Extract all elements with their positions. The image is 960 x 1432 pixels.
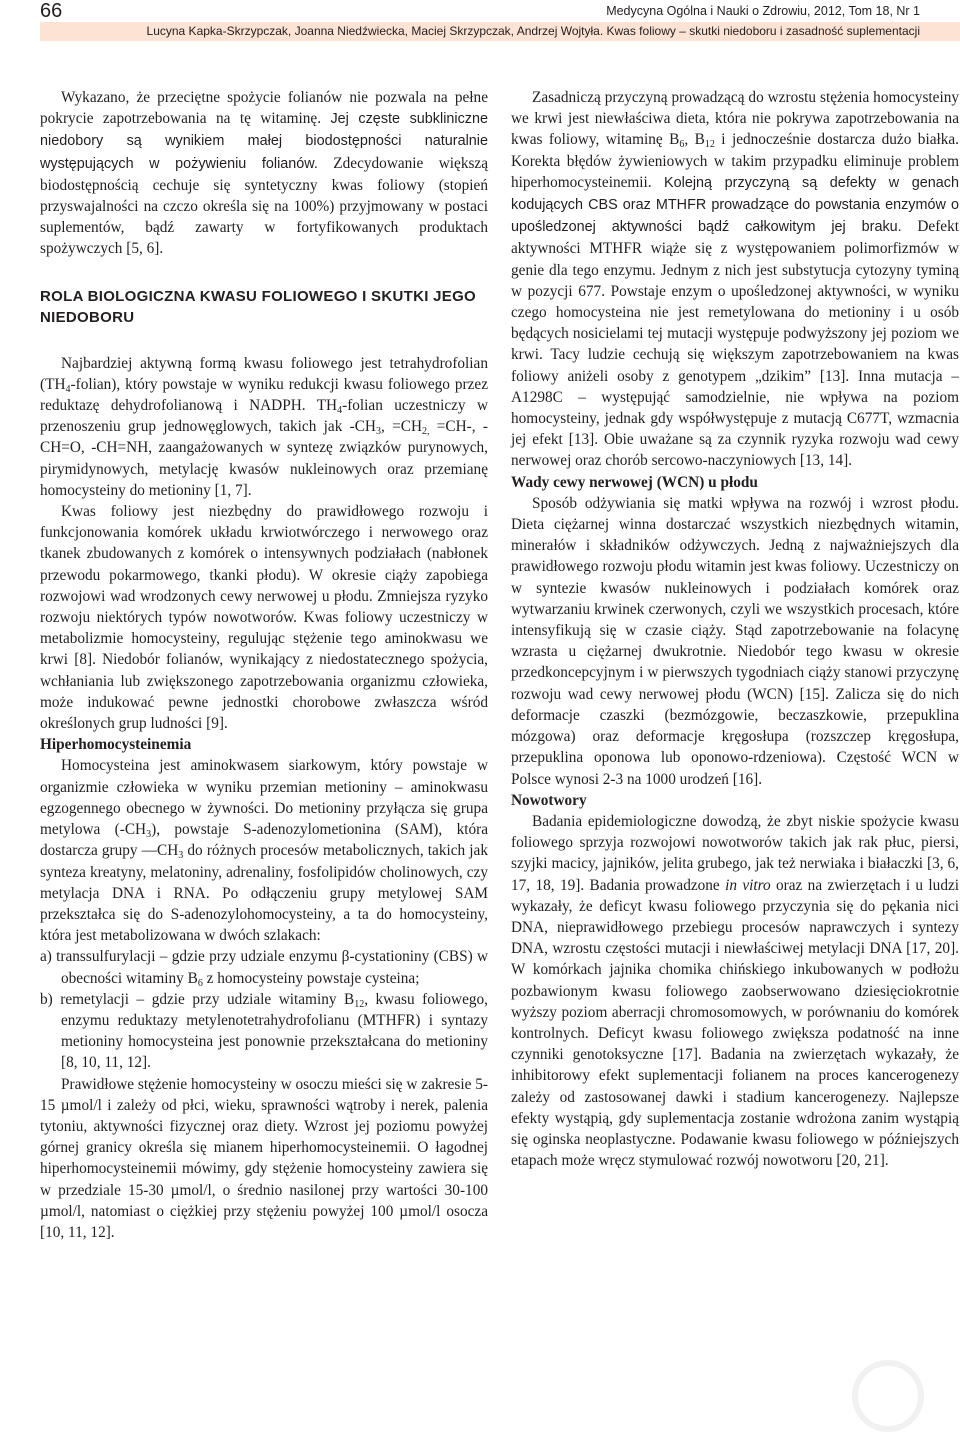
text: Homocysteina jest aminokwasem siarkowym, który powstaje w organizmie człowieka w wyniku przemian metioniny – aminokwasu egzogennego obecnego w żywności. Do metioniny przyłącza się grupa metylowa (-CH: [40, 757, 488, 839]
running-title: Lucyna Kapka-Skrzypczak, Joanna Niedźwiecka, Maciej Skrzypczak, Andrzej Wojtyła. Kwas foliowy – skutki niedoboru i zasadność suplementacji: [146, 24, 920, 38]
subscript: 6: [679, 139, 685, 151]
subscript: 12: [704, 139, 715, 151]
text: a) transsulfurylacji – gdzie przy udziale enzymu β-cystationiny (CBS) w obecności witaminy B: [40, 948, 488, 987]
paragraph-text: Jej częste subkliniczne niedobory są wynikiem małej biodostępności naturalnie występujących w pożywieniu folianów.: [40, 111, 488, 172]
paragraph: [40, 87, 488, 260]
list-item: [40, 989, 488, 1074]
subscript: 4: [65, 383, 71, 395]
text: oraz na zwierzętach i u ludzi wykazały, że deficyt kwasu foliowego przyczynia się do pękania nici DNA, nieprawidłowego przebiegu procesów naprawczych i syntezy DNA, wzrostu częstości mutacji i niewłaściwej metylacji DNA [17, 20]. W komórkach jajnika chomika chińskiego inkubowanych w podłożu pozbawionym kwasu foliowego zaobserwowano dziesięciokrotnie wyższy poziom aberracji chromosomowych, w porównaniu do komórek kontrolnych. Deficyt kwasu foliowego zwiększa podatność na inne czynniki genotoksyczne [17]. Badania na zwierzętach wykazały, że inhibitorowy efekt suplementacji folianem na proces kancerogenezy zależy od zastosowanej dawki i stadium kancerogenezy. Najlepsze efekty wystąpią, gdy suplementacja zostanie wdrożona zanim wystąpią się oginska neoplastyczne. Podawanie kwasu foliowego w późniejszych etapach może wręcz stymulować rozwój nowotworu [20, 21].: [511, 876, 960, 1170]
paragraph: Kwas foliowy jest niezbędny do prawidłowego rozwoju i funkcjonowania komórek układu krwiotwórczego i nerwowego oraz tkanek zbudowanych z komórek o intensywnych podziałach (nabłonek przewodu pokarmowego, tkanki płodu). W okresie ciąży zapobiega rozwojowi wad wrodzonych cewy nerwowej u płodu. Zmniejsza ryzyko rozwoju niektórych typów nowotworów. Kwas foliowy uczestniczy w metabolizmie homocysteiny, regulując stężenie tego aminokwasu we krwi [8]. Niedobór folianów, wynikający z niedostatecznego spożycia, wchłaniania lub zwiększonego zapotrzebowania organizmu człowieka, może indukować pewne jednostki chorobowe zwłaszcza wśród określonych grup ludności [9].: [40, 503, 488, 733]
italic-text: in vitro: [725, 876, 771, 894]
subscript: 2,: [422, 426, 430, 438]
subscript: 3: [146, 829, 152, 841]
subscript: 6: [197, 977, 203, 989]
text: Zasadniczą przyczyną prowadzącą do wzrostu stężenia homocysteiny we krwi jest niewłaściwa dieta, która nie pokrywa zapotrzebowania na kwas foliowy, witaminę B: [511, 89, 959, 149]
text: Najbardziej aktywną formą kwasu foliowego jest tetrahydrofolian (TH: [40, 354, 488, 393]
text: b) remetylacji – gdzie przy udziale witaminy B: [40, 990, 355, 1008]
paragraph: Prawidłowe stężenie homocysteiny w osoczu mieści się w zakresie 5-15 µmol/l i zależy od płci, wieku, sprawności wątroby i nerek, palenia tytoniu, aktywności fizycznej oraz diety. Wzrost jej poziomu powyżej górnej granicy określa się mianem hiperhomocysteinemii. O łagodnej hiperhomocysteinemii mówimy, gdy stężenie homocysteiny zawiera się w przedziale 15-30 µmol/l, o średnio nasilonej przy wartości 30-100 µmol/l, natomiast o ciężkiej przy stężeniu powyżej 100 µmol/l osocza [10, 11, 12].: [40, 1075, 488, 1241]
watermark-seal: [852, 1360, 924, 1432]
text: Defekt aktywności MTHFR wiąże się z występowaniem polimorfizmów w genie dla tego enzymu. Jednym z nich jest substytucja cytozyny tyminą w pozycji 677. Powstaje enzym o upośledzonej aktywności, w wyniku czego homocysteina nie jest remetylowana do metioniny i u osób będących nosicielami tej mutacji występuje podwyższony jej poziom we krwi. Tacy ludzie cechują się większym zapotrzebowaniem na kwas foliowy aniżeli osoby z genotypem „dzikim” [13]. Inna mutacja – A1298C – występująć samodzielnie, nie wpływa na poziom homocysteiny, jednak gdy współwystępuje z mutacją C677T, wzmacnia jej efekt [13]. Obie uważane są za czynnik ryzyka rozwoju wad cewy nerwowej oraz chorób sercowo-naczyniowych [13, 14].: [511, 218, 959, 470]
text: Badania epidemiologiczne dowodzą, że zbyt niskie spożycie kwasu foliowego sprzyja rozwojowi nowotworów takich jak rak płuc, piersi, szyjki macicy, jajników, jelita grubego, jak też nerwiaka i białaczki [3, 6, 17, 18, 19]. Badania prowadzone: [511, 812, 959, 894]
text: -folian uczestniczy w przenoszeniu grup jednowęglowych, takich jak -CH: [40, 397, 488, 436]
text: z homocysteiny powstaje cysteina;: [202, 969, 420, 987]
paragraph: Sposób odżywiania się matki wpływa na rozwój i wzrost płodu. Dieta ciężarnej winna dostarczać wszystkich niezbędnych witamin, minerałów i składników odżywczych. Jedną z najważniejszych dla prawidłowego rozwoju płodu witamin jest kwas foliowy. Uczestniczy on w syntezie kwasów nukleinowych i podziałach komórek oraz wytwarzaniu krwinek czerwonych, czyli we wszystkich procesach, które intensyfikują się w czasie ciąży. Stąd zapotrzebowanie na folacynę wzrasta u ciężarnej dwukrotnie. Niedobór tego kwasu w okresie przedkoncepcyjnym i w pierwszych tygodniach ciąży stanowi przyczynę rozwoju wad cewy nerwowej płodu (WCN) [15]. Zalicza się do nich deformacje czaszki (bezmózgowie, beczaszkowie, przepuklina mózgowa) oraz deformacje kręgosłupa (rozszczep kręgosłupa, przepuklina oponowa lub oponowo-rdzeniowa). Częstość WCN w Polsce wynosi 2-3 na 1000 urodzeń [16].: [511, 494, 959, 788]
subheading-hiperhomocysteinemia: Hiperhomocysteinemia: [40, 736, 192, 754]
subscript: 3: [178, 850, 184, 862]
text: =CH-, -CH=O, -CH=NH, zaangażowanych w syntezę związków purynowych, pirymidynowych, metylację kwasów nukleinowych oraz przemianę homocysteiny do metioniny [1, 7].: [40, 418, 488, 499]
paragraph: [511, 811, 959, 1171]
paragraph-text: Zdecydowanie większą biodostępnością cechuje się syntetyczny kwas foliowy (stopień przyswajalności na czczo określa się na 100%) przyjmowany w postaci suplementów, bądź zawarty w fortyfikowanych produktach spożywczych [5, 6].: [40, 154, 489, 258]
text: Kolejną przyczyną są defekty w genach kodujących CBS oraz MTHFR prowadzące do powstania enzymów o upośledzonej aktywności bądź całkowitym jej braku.: [511, 174, 959, 236]
text: , =CH: [380, 418, 422, 436]
subheading-nowotwory: Nowotwory: [511, 791, 587, 809]
subscript: 12: [354, 998, 365, 1010]
paragraph: [511, 87, 959, 472]
right-column: [511, 87, 959, 1171]
paragraph-text: Wykazano, że przeciętne spożycie folianów nie pozwala na pełne pokrycie zapotrzebowania na tę witaminę.: [40, 89, 488, 128]
text: , B: [684, 131, 705, 149]
text: -folian), który powstaje w wyniku redukcji kwasu foliowego przez reduktazę dehydrofolianową i NADPH. TH: [40, 375, 488, 415]
text: do różnych procesów metabolicznych, takich jak synteza kreatyny, melatoniny, adrenaliny, fosfolipidów cholinowych, czy metylacja DNA i RNA. Po odłączeniu grupy metylowej SAM przekształca się do S-adenozylohomocysteiny, a ta do homocysteiny, która jest metabolizowana w dwóch szlakach:: [40, 842, 488, 945]
page-number: 66: [40, 0, 63, 22]
text: ), powstaje S-adenozylometionina (SAM), która dostarcza grupy —CH: [40, 821, 488, 860]
text: i jednocześnie dostarcza dużo białka. Korekta błędów żywieniowych w takim przypadku eliminuje problem hiperhomocysteinemii.: [511, 131, 959, 191]
subscript: 3: [375, 426, 381, 438]
paragraph: [40, 755, 488, 946]
subscript: 4: [337, 405, 343, 417]
subheading-wcn: Wady cewy nerwowej (WCN) u płodu: [511, 473, 758, 491]
paragraph: [40, 353, 488, 501]
list-item: [40, 946, 488, 988]
section-title: ROLA BIOLOGICZNA KWASU FOLIOWEGO I SKUTKI JEGO NIEDOBORU: [40, 287, 477, 326]
left-column: [40, 87, 488, 1243]
journal-citation: Medycyna Ogólna i Nauki o Zdrowiu, 2012, Tom 18, Nr 1: [606, 4, 920, 18]
text: , kwasu foliowego, enzymu reduktazy metylenotetrahydrofolianu (MTHFR) i syntazy metioniny homocysteina jest ponownie przekształcana do metioniny [8, 10, 11, 12].: [61, 990, 488, 1072]
